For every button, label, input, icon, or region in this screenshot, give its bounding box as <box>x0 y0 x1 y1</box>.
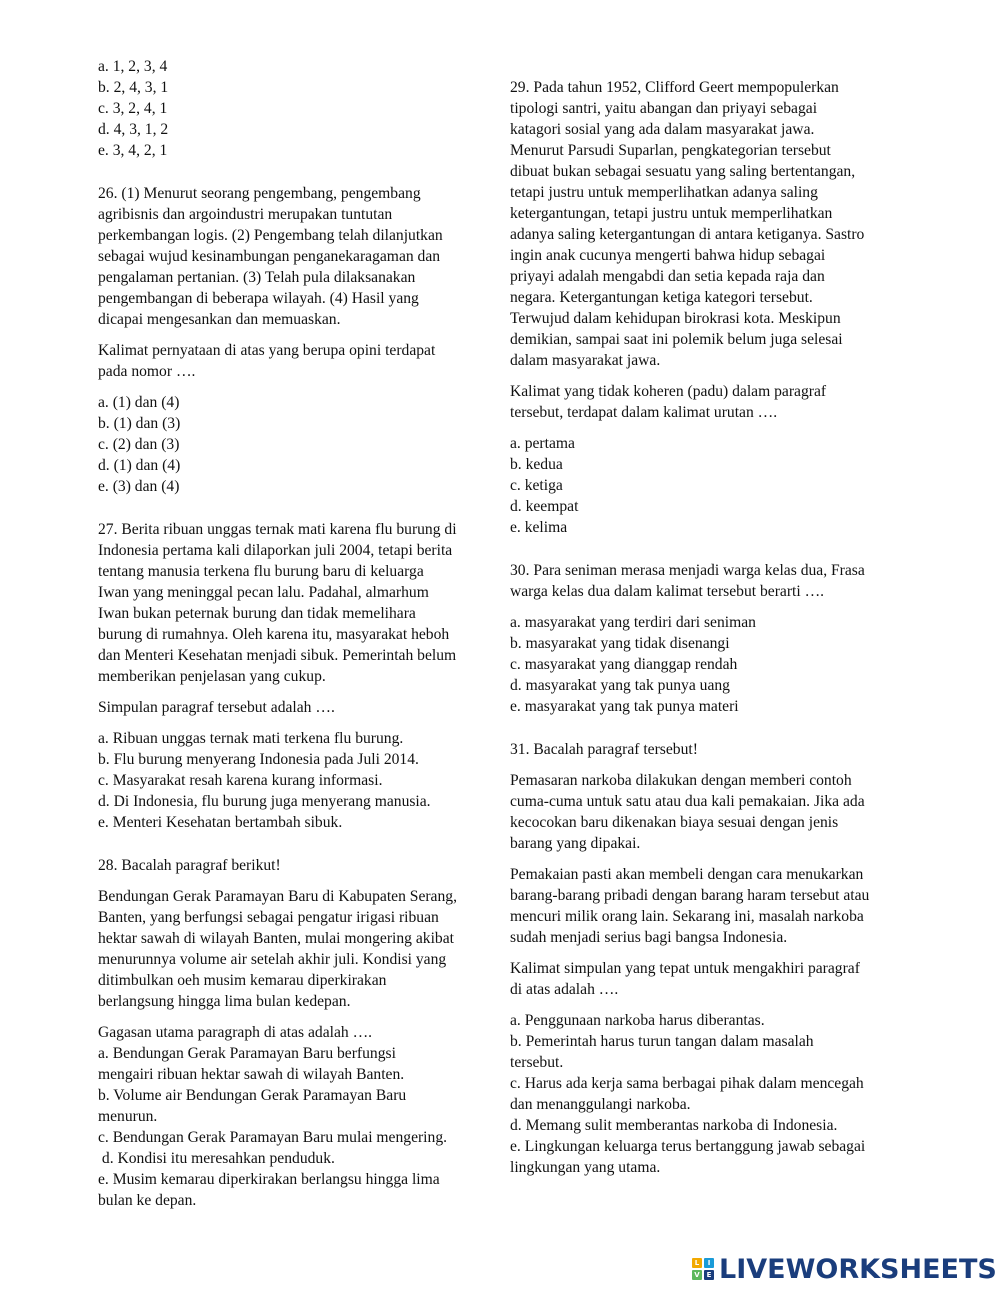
q26-option-e[interactable]: e. (3) dan (4) <box>98 478 180 495</box>
q26-text-line: perkembangan logis. (2) Pengembang telah dilanjutkan <box>98 227 443 244</box>
q28-option-b-cont[interactable]: menurun. <box>98 1108 158 1125</box>
q29-option-c[interactable]: c. ketiga <box>510 477 563 494</box>
q27-text-line: 27. Berita ribuan unggas ternak mati karena flu burung di <box>98 521 457 538</box>
q29-prompt-line: tersebut, terdapat dalam kalimat urutan …. <box>510 404 778 421</box>
q30-text-line: 30. Para seniman merasa menjadi warga kelas dua, Frasa <box>510 562 865 579</box>
q31-option-b[interactable]: b. Pemerintah harus turun tangan dalam masalah <box>510 1033 814 1050</box>
q28-prompt: Gagasan utama paragraph di atas adalah …. <box>98 1024 373 1041</box>
q26-option-c[interactable]: c. (2) dan (3) <box>98 436 180 453</box>
left-column <box>98 56 490 1211</box>
q31-paragraph-2 <box>510 864 902 948</box>
q31-title: 31. Bacalah paragraf tersebut! <box>510 741 698 758</box>
q29-text-line: negara. Ketergantungan ketiga kategori tersebut. <box>510 289 813 306</box>
q31-paragraph-1 <box>510 770 902 854</box>
q27-text-line: memberikan penjelasan yang cukup. <box>98 668 326 685</box>
q27-option-a[interactable]: a. Ribuan unggas ternak mati terkena flu burung. <box>98 730 404 747</box>
q31-p2-line: sudah menjadi serius bagi bangsa Indonesia. <box>510 929 788 946</box>
q31-option-e-cont[interactable]: lingkungan yang utama. <box>510 1159 661 1176</box>
q27-text-line: tentang manusia terkena flu burung baru di keluarga <box>98 563 424 580</box>
q27-text-line: Iwan yang meninggal pecan lalu. Padahal, almarhum <box>98 584 429 601</box>
q31-p1-line: cuma-cuma untuk satu atau dua kali pemakaian. Jika ada <box>510 793 865 810</box>
q28-text-line: Banten, yang berfungsi sebagai pengatur irigasi ribuan <box>98 909 439 926</box>
q28-option-c[interactable]: c. Bendungan Gerak Paramayan Baru mulai mengering. <box>98 1129 448 1146</box>
q28-option-d[interactable]: d. Kondisi itu meresahkan penduduk. <box>98 1150 335 1167</box>
q29-option-a[interactable]: a. pertama <box>510 435 575 452</box>
q27-option-c[interactable]: c. Masyarakat resah karena kurang informasi. <box>98 772 383 789</box>
right-column <box>510 77 902 1178</box>
logo-grid-icon <box>692 1258 714 1280</box>
q28-title: 28. Bacalah paragraf berikut! <box>98 857 281 874</box>
q30-option-e[interactable]: e. masyarakat yang tak punya materi <box>510 698 739 715</box>
q25-option-a[interactable]: a. 1, 2, 3, 4 <box>98 58 168 75</box>
q29-options <box>510 433 902 538</box>
q31-option-c[interactable]: c. Harus ada kerja sama berbagai pihak dalam mencegah <box>510 1075 864 1092</box>
q31-option-b-cont[interactable]: tersebut. <box>510 1054 564 1071</box>
q29-text-line: dibuat bukan sebagai sesuatu yang saling bertentangan, <box>510 163 856 180</box>
logo-tile: L <box>692 1258 702 1268</box>
q30-option-c[interactable]: c. masyarakat yang dianggap rendah <box>510 656 738 673</box>
q27-text-line: dan Menteri Kesehatan menjadi sibuk. Pemerintah belum <box>98 647 457 664</box>
q29-prompt-line: Kalimat yang tidak koheren (padu) dalam paragraf <box>510 383 827 400</box>
q29-text-line: tipologi santri, yaitu abangan dan priyayi sebagai <box>510 100 818 117</box>
q31-option-e[interactable]: e. Lingkungan keluarga terus bertanggung jawab sebagai <box>510 1138 866 1155</box>
q31-prompt-line: di atas adalah …. <box>510 981 619 998</box>
q29-text-line: adanya saling ketergantungan di antara ketiganya. Sastro <box>510 226 865 243</box>
q27-option-b[interactable]: b. Flu burung menyerang Indonesia pada Juli 2014. <box>98 751 419 768</box>
q28-option-b[interactable]: b. Volume air Bendungan Gerak Paramayan Baru <box>98 1087 407 1104</box>
q27-option-d[interactable]: d. Di Indonesia, flu burung juga menyerang manusia. <box>98 793 431 810</box>
logo-tile: E <box>704 1270 714 1280</box>
q31-p2-line: mencuri milik orang lain. Sekarang ini, masalah narkoba <box>510 908 864 925</box>
q30-option-b[interactable]: b. masyarakat yang tidak disenangi <box>510 635 730 652</box>
q31-option-a[interactable]: a. Penggunaan narkoba harus diberantas. <box>510 1012 765 1029</box>
q28-paragraph <box>98 886 490 1012</box>
q27-options <box>98 728 490 833</box>
q26-text-line: sebagai wujud kesinambungan penganekaragaman dan <box>98 248 441 265</box>
q28-text-line: berlangsung hingga lima bulan kedepan. <box>98 993 351 1010</box>
q29-option-e[interactable]: e. kelima <box>510 519 568 536</box>
q26-prompt-line: Kalimat pernyataan di atas yang berupa opini terdapat <box>98 342 436 359</box>
q28-text-line: menurunnya volume air setelah akhir juli. Kondisi yang <box>98 951 447 968</box>
q26-options <box>98 392 490 497</box>
q30-text-line: warga kelas dua dalam kalimat tersebut berarti …. <box>510 583 825 600</box>
q31-prompt-line: Kalimat simpulan yang tepat untuk mengakhiri paragraf <box>510 960 860 977</box>
q31-option-c-cont[interactable]: dan menanggulangi narkoba. <box>510 1096 691 1113</box>
q29-text-line: demikian, sampai saat ini polemik belum juga selesai <box>510 331 843 348</box>
q25-option-c[interactable]: c. 3, 2, 4, 1 <box>98 100 168 117</box>
q27-question-block <box>98 519 490 687</box>
q29-text-line: katagori sosial yang ada dalam masyarakat jawa. <box>510 121 815 138</box>
q31-prompt <box>510 958 902 1000</box>
q27-prompt: Simpulan paragraf tersebut adalah …. <box>98 699 335 716</box>
q25-options <box>98 56 490 161</box>
q31-option-d[interactable]: d. Memang sulit memberantas narkoba di Indonesia. <box>510 1117 838 1134</box>
q30-question-block <box>510 560 902 602</box>
liveworksheets-logo <box>692 1254 997 1284</box>
q29-text-line: Menurut Parsudi Suparlan, pengkategorian tersebut <box>510 142 831 159</box>
q30-option-a[interactable]: a. masyarakat yang terdiri dari seniman <box>510 614 756 631</box>
q31-p2-line: barang-barang pribadi dengan barang haram tersebut atau <box>510 887 870 904</box>
q31-options <box>510 1010 902 1178</box>
q25-option-e[interactable]: e. 3, 4, 2, 1 <box>98 142 168 159</box>
q31-p1-line: kecocokan baru dikenakan biaya sesuai dengan jenis <box>510 814 839 831</box>
q28-option-e-cont[interactable]: bulan ke depan. <box>98 1192 197 1209</box>
q26-prompt-line: pada nomor …. <box>98 363 196 380</box>
q30-option-d[interactable]: d. masyarakat yang tak punya uang <box>510 677 730 694</box>
q28-text-line: Bendungan Gerak Paramayan Baru di Kabupaten Serang, <box>98 888 457 905</box>
q29-option-b[interactable]: b. kedua <box>510 456 563 473</box>
q27-text-line: Iwan bukan peternak burung dan tidak memelihara <box>98 605 416 622</box>
q29-text-line: 29. Pada tahun 1952, Clifford Geert mempopulerkan <box>510 79 839 96</box>
q25-option-b[interactable]: b. 2, 4, 3, 1 <box>98 79 169 96</box>
logo-tile: I <box>704 1258 714 1268</box>
q26-text-line: 26. (1) Menurut seorang pengembang, pengembang <box>98 185 421 202</box>
q26-text-line: agribisnis dan argoindustri merupakan tuntutan <box>98 206 393 223</box>
q31-p2-line: Pemakaian pasti akan membeli dengan cara menukarkan <box>510 866 864 883</box>
q26-option-d[interactable]: d. (1) dan (4) <box>98 457 181 474</box>
q28-option-a[interactable]: a. Bendungan Gerak Paramayan Baru berfungsi <box>98 1045 396 1062</box>
q28-text-line: hektar sawah di wilayah Banten, mulai mongering akibat <box>98 930 454 947</box>
q26-text-line: pengembangan di beberapa wilayah. (4) Hasil yang <box>98 290 419 307</box>
q30-options <box>510 612 902 717</box>
q27-text-line: burung di rumahnya. Oleh karena itu, masyarakat heboh <box>98 626 450 643</box>
q26-prompt <box>98 340 490 382</box>
q26-text-line: pengalaman pertanian. (3) Telah pula dilaksanakan <box>98 269 416 286</box>
q29-text-line: Terwujud dalam kehidupan birokrasi kota. Meskipun <box>510 310 841 327</box>
q28-option-a-cont[interactable]: mengairi ribuan hektar sawah di wilayah Banten. <box>98 1066 405 1083</box>
logo-tile: V <box>692 1270 702 1280</box>
q26-option-a[interactable]: a. (1) dan (4) <box>98 394 180 411</box>
q27-option-e[interactable]: e. Menteri Kesehatan bertambah sibuk. <box>98 814 343 831</box>
q27-text-line: Indonesia pertama kali dilaporkan juli 2004, tetapi berita <box>98 542 453 559</box>
q29-prompt <box>510 381 902 423</box>
q26-option-b[interactable]: b. (1) dan (3) <box>98 415 181 432</box>
q29-text-line: ketergantungan, tetapi justru untuk memperlihatkan <box>510 205 833 222</box>
q29-text-line: ingin anak cucunya mengerti bahwa hidup sebagai <box>510 247 826 264</box>
q26-text-line: dicapai mengesankan dan memuaskan. <box>98 311 341 328</box>
q29-question-block <box>510 77 902 371</box>
q29-text-line: tetapi justru untuk memperlihatkan adanya saling <box>510 184 818 201</box>
q28-option-e[interactable]: e. Musim kemarau diperkirakan berlangsu hingga lima <box>98 1171 440 1188</box>
q26-question-block <box>98 183 490 330</box>
q31-p1-line: Pemasaran narkoba dilakukan dengan memberi contoh <box>510 772 852 789</box>
q29-option-d[interactable]: d. keempat <box>510 498 579 515</box>
q29-text-line: dalam masyarakat jawa. <box>510 352 661 369</box>
q28-text-line: ditimbulkan oeh musim kemarau diperkirakan <box>98 972 387 989</box>
q31-p1-line: barang yang dipakai. <box>510 835 641 852</box>
q25-option-d[interactable]: d. 4, 3, 1, 2 <box>98 121 169 138</box>
logo-text: LIVEWORKSHEETS <box>719 1253 997 1285</box>
q28-options <box>98 1022 490 1211</box>
q29-text-line: priyayi adalah mengabdi dan setia kepada raja dan <box>510 268 825 285</box>
